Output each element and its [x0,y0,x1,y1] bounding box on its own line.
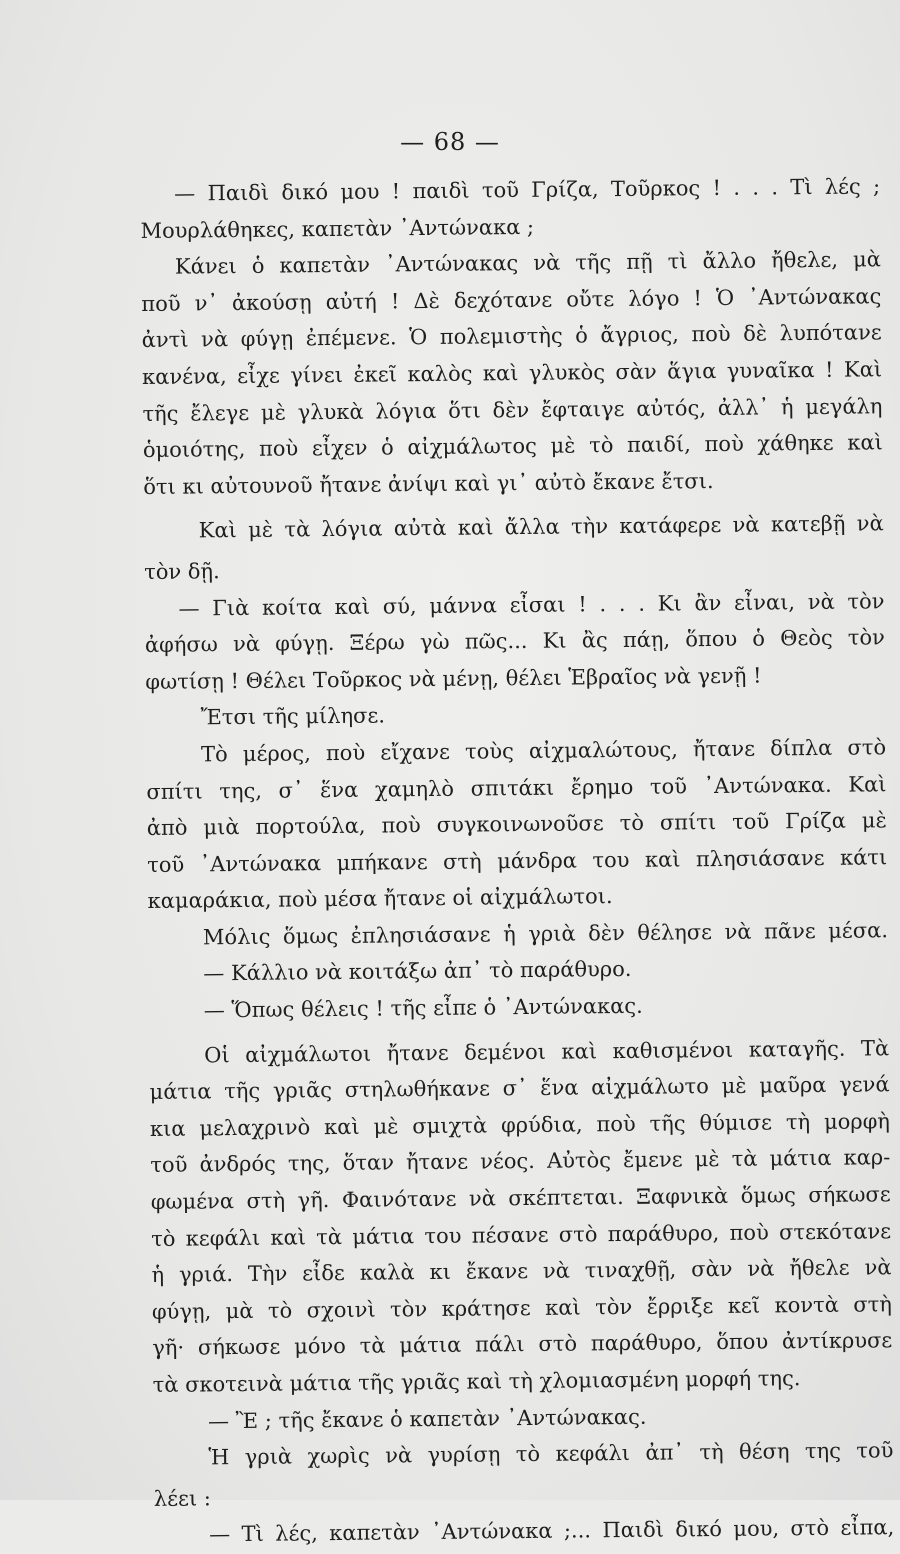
text-line: τὸν δῇ. [144,559,220,584]
text-line: Ἡ γριὰ χωρὶς νὰ γυρίσῃ τὸ κεφάλι ἀπ᾿ τὴ θέση της τοῦ [208,1438,894,1470]
text-line: Καὶ μὲ τὰ λόγια αὐτὰ καὶ ἄλλα τὴν κατάφερε νὰ κατεβῇ νὰ [198,511,884,543]
text-line: Τὸ μέρος, ποὺ εἴχανε τοὺς αἰχμαλώτους, ἤτανε δίπλα στὸ [200,735,887,767]
text-line: ἀφήσω νὰ φύγῃ. Ξέρω γὼ πῶς... Κι ἂς πάῃ, ὅπου ὁ Θεὸς τὸν [144,625,885,658]
text-line: κια μελαχρινὸ καὶ μὲ σμιχτὰ φρύδια, ποὺ τῆς θύμισε τὴ μορφὴ [149,1109,891,1141]
text-line: τὰ σκοτεινὰ μάτια τῆς γριᾶς καὶ τὴ χλομιασμένη μορφή της. [152,1366,801,1397]
text-line: καμαράκια, ποὺ μέσα ἤτανε οἱ αἰχμάλωτοι. [147,884,613,914]
text-line: — Τὶ λές, καπετὰν ᾿Αντώνακα ;... Παιδὶ δικό μου, στὸ εἶπα, [209,1515,895,1547]
text-line: Μουρλάθηκες, καπετὰν ᾿Αντώνακα ; [140,214,535,243]
text-line: τῆς ἔλεγε μὲ γλυκὰ λόγια ὅτι δὲν ἔφταιγε αὐτός, ἀλλ᾿ ἡ μεγάλη [142,393,883,426]
text-line: — Παιδὶ δικό μου ! παιδὶ τοῦ Γρίζα, Τοῦρκος ! . . . Τὶ λές ; [174,174,881,206]
text-line: Κάνει ὁ καπετὰν ᾿Αντώνακας νὰ τῆς πῇ τὶ ἄλλο ἤθελε, μὰ [174,247,882,279]
text-line: ὅτι κι αὐτουνοῦ ἤτανε ἀνίψι καὶ γι᾿ αὐτὸ ἔκανε ἔτσι. [143,468,714,499]
text-line: ὁμοιότης, ποὺ εἶχεν ὁ αἰχμάλωτος μὲ τὸ παιδί, ποὺ χάθηκε καὶ [142,430,883,463]
text-line: Ἔτσι τῆς μίλησε. [200,703,386,730]
text-line: φωτίσῃ ! Θέλει Τοῦρκος νὰ μένῃ, θέλει Ἑβραῖος νὰ γενῇ ! [145,663,762,694]
text-line: Οἱ αἰχμάλωτοι ἤτανε δεμένοι καὶ καθισμένοι καταγῆς. Τὰ [204,1035,890,1068]
text-line: τοῦ ᾿Αντώνακα μπήκανε στὴ μάνδρα του καὶ πλησιάσανε κάτι [147,844,888,877]
text-line: λέει : [153,1486,212,1511]
text-line: σπίτι της, σ᾿ ἕνα χαμηλὸ σπιτάκι ἔρημο τοῦ ᾿Αντώνακα. Καὶ [146,771,887,804]
text-line: κανένα, εἶχε γίνει ἐκεῖ καλὸς καὶ γλυκὸς σὰν ἅγια γυναῖκα ! Καὶ [141,357,883,389]
text-line: — Ὅπως θέλεις ! τῆς εἶπε ὁ ᾿Αντώνακας. [203,993,643,1023]
body-text [140,168,894,1554]
text-line: — Γιὰ κοίτα καὶ σύ, μάννα εἶσαι ! . . . Κι ἂν εἶναι, νὰ τὸν [178,588,885,621]
text-line: τοῦ ἀνδρός της, ὅταν ἤτανε νέος. Αὐτὸς ἔμενε μὲ τὰ μάτια καρ- [150,1145,891,1178]
text-line: Μόλις ὅμως ἐπλησιάσανε ἡ γριὰ δὲν θέλησε νὰ πᾶνε μέσα. [202,918,889,950]
text-line: ἀπὸ μιὰ πορτούλα, ποὺ συγκοινωνοῦσε τὸ σπίτι τοῦ Γρίζα μὲ [146,808,887,841]
text-line: φύγῃ, μὰ τὸ σχοινὶ τὸν κράτησε καὶ τὸν ἔρριξε κεῖ κοντὰ στὴ [151,1292,892,1324]
text-line: γῆ· σήκωσε μόνο τὰ μάτια πάλι στὸ παράθυρο, ὅπου ἀντίκρυσε [152,1328,893,1361]
text-line: φωμένα στὴ γῆ. Φαινότανε νὰ σκέπτεται. Ξαφνικὰ ὅμως σήκωσε [150,1182,891,1214]
text-line: — Ἒ ; τῆς ἔκανε ὁ καπετὰν ᾿Αντώνακας. [207,1404,647,1433]
page-number: — 68 — [400,128,500,156]
text-line: ἡ γριά. Τὴν εἶδε καλὰ κι ἔκανε νὰ τιναχθῇ, σὰν νὰ ἤθελε νὰ [151,1255,892,1288]
text-line: ποῦ ν᾿ ἀκούσῃ αὐτή ! Δὲ δεχότανε οὔτε λόγο ! Ὁ ᾿Αντώνακας [141,284,882,316]
text-line: τὸ κεφάλι καὶ τὰ μάτια του πέσανε στὸ παράθυρο, ποὺ στεκότανε [151,1218,892,1251]
text-line: ἀντὶ νὰ φύγῃ ἐπέμενε. Ὁ πολεμιστὴς ὁ ἄγριος, ποὺ δὲ λυπότανε [141,320,882,353]
text-line: — Κάλλιο νὰ κοιτάξω ἀπ᾿ τὸ παράθυρο. [203,957,632,986]
text-line: μάτια τῆς γριᾶς στηλωθήκανε σ᾿ ἕνα αἰχμάλωτο μὲ μαῦρα γενά [149,1072,890,1105]
